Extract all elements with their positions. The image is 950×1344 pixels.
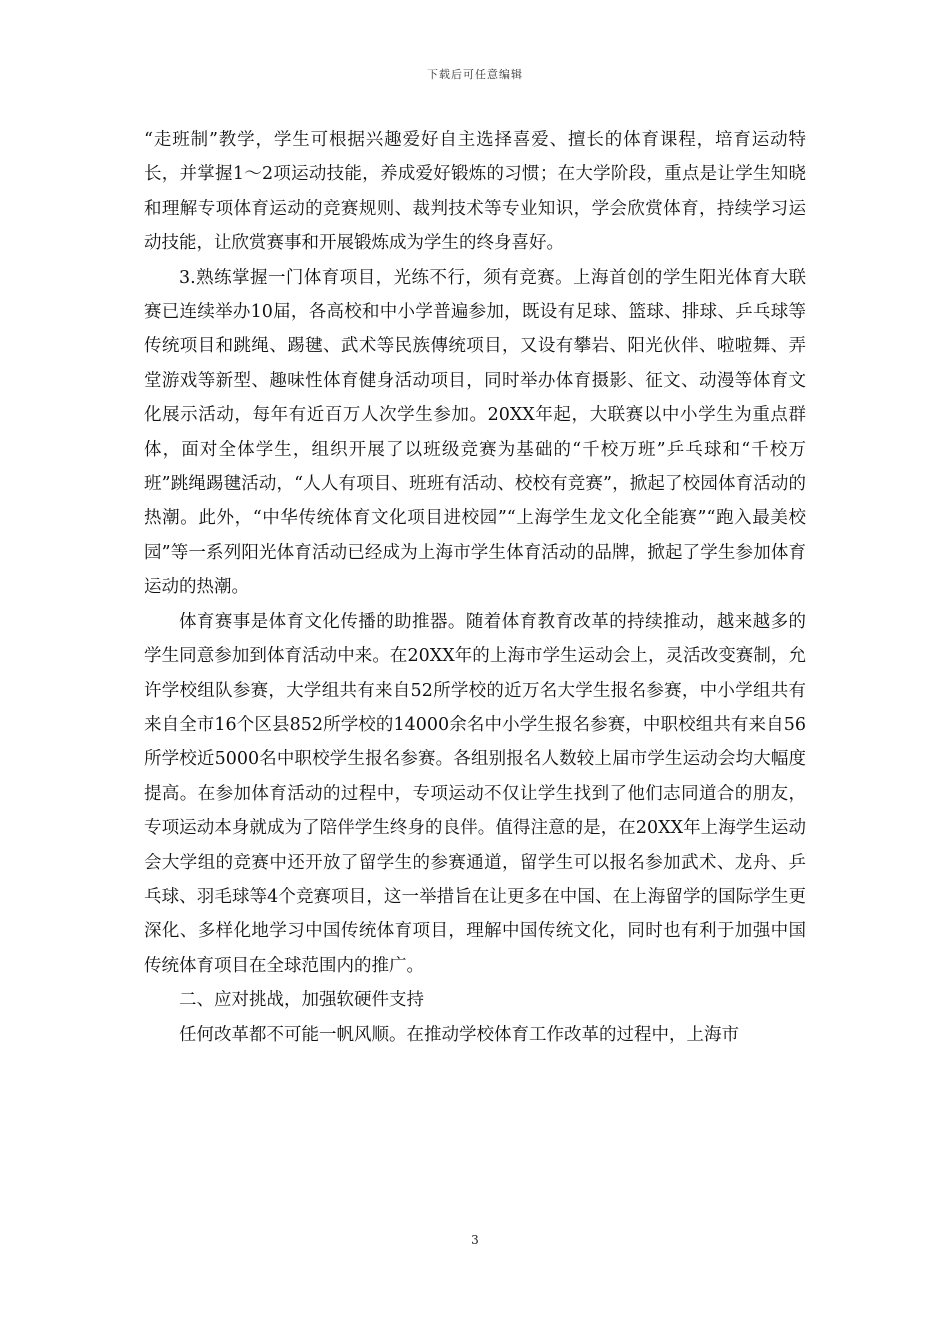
paragraph-sports-events: 体育赛事是体育文化传播的助推器。随着体育教育改革的持续推动，越来越多的学生同意参加到体育活动中来。在20XX年的上海市学生运动会上，灵活改变赛制，允许学校组队参赛，大学组共有来自52所学校的近万名大学生报名参赛，中小学组共有来自全市16个区县852所学校的14000余名中小学生报名参赛，中职校组共有来自56所学校近5000名中职校学生报名参赛。各组别报名人数较上届市学生运动会均大幅度提高。在参加体育活动的过程中，专项运动不仅让学生找到了他们志同道合的朋友，专项运动本身就成为了陪伴学生终身的良伴。值得注意的是，在20XX年上海学生运动会大学组的竞赛中还开放了留学生的参赛通道，留学生可以报名参加武术、龙舟、乒乓球、羽毛球等4个竞赛项目，这一举措旨在让更多在中国、在上海留学的国际学生更深化、多样化地学习中国传统体育项目，理解中国传统文化，同时也有利于加强中国传统体育项目在全球范围内的推广。 — [144, 611, 806, 976]
page-header: 下载后可任意编辑 — [427, 68, 523, 81]
document-body — [144, 123, 806, 1052]
page-number: 3 — [471, 1233, 479, 1247]
paragraph-continuation: “走班制”教学，学生可根据兴趣爱好自主选择喜爱、擅长的体育课程，培育运动特长，并掌握1～2项运动技能，养成爱好锻炼的习惯；在大学阶段，重点是让学生知晓和理解专项体育运动的竞赛规则、裁判技术等专业知识，学会欣赏体育，持续学习运动技能，让欣赏赛事和开展锻炼成为学生的终身喜好。 — [144, 130, 806, 254]
paragraph-competition: 3.熟练掌握一门体育项目，光练不行，须有竞赛。上海首创的学生阳光体育大联赛已连续举办10届，各高校和中小学普遍参加，既设有足球、篮球、排球、乒乓球等传统项目和跳绳、踢毽、武术等民族傳统项目，又设有攀岩、阳光伙伴、啦啦舞、弄堂游戏等新型、趣味性体育健身活动项目，同时举办体育摄影、征文、动漫等体育文化展示活动，每年有近百万人次学生参加。20XX年起，大联赛以中小学生为重点群体，面对全体学生，组织开展了以班级竞赛为基础的“千校万班”乒乓球和“千校万班”跳绳踢毽活动，“人人有项目、班班有活动、校校有竞赛”，掀起了校园体育活动的热潮。此外，“中华传统体育文化项目进校园”“上海学生龙文化全能赛”“跑入最美校园”等一系列阳光体育活动已经成为上海市学生体育活动的品牌，掀起了学生参加体育运动的热潮。 — [144, 267, 806, 598]
section-heading: 二、应对挑战，加强软硬件支持 — [179, 990, 424, 1011]
paragraph-reform: 任何改革都不可能一帆风顺。在推动学校体育工作改革的过程中，上海市 — [179, 1024, 739, 1045]
